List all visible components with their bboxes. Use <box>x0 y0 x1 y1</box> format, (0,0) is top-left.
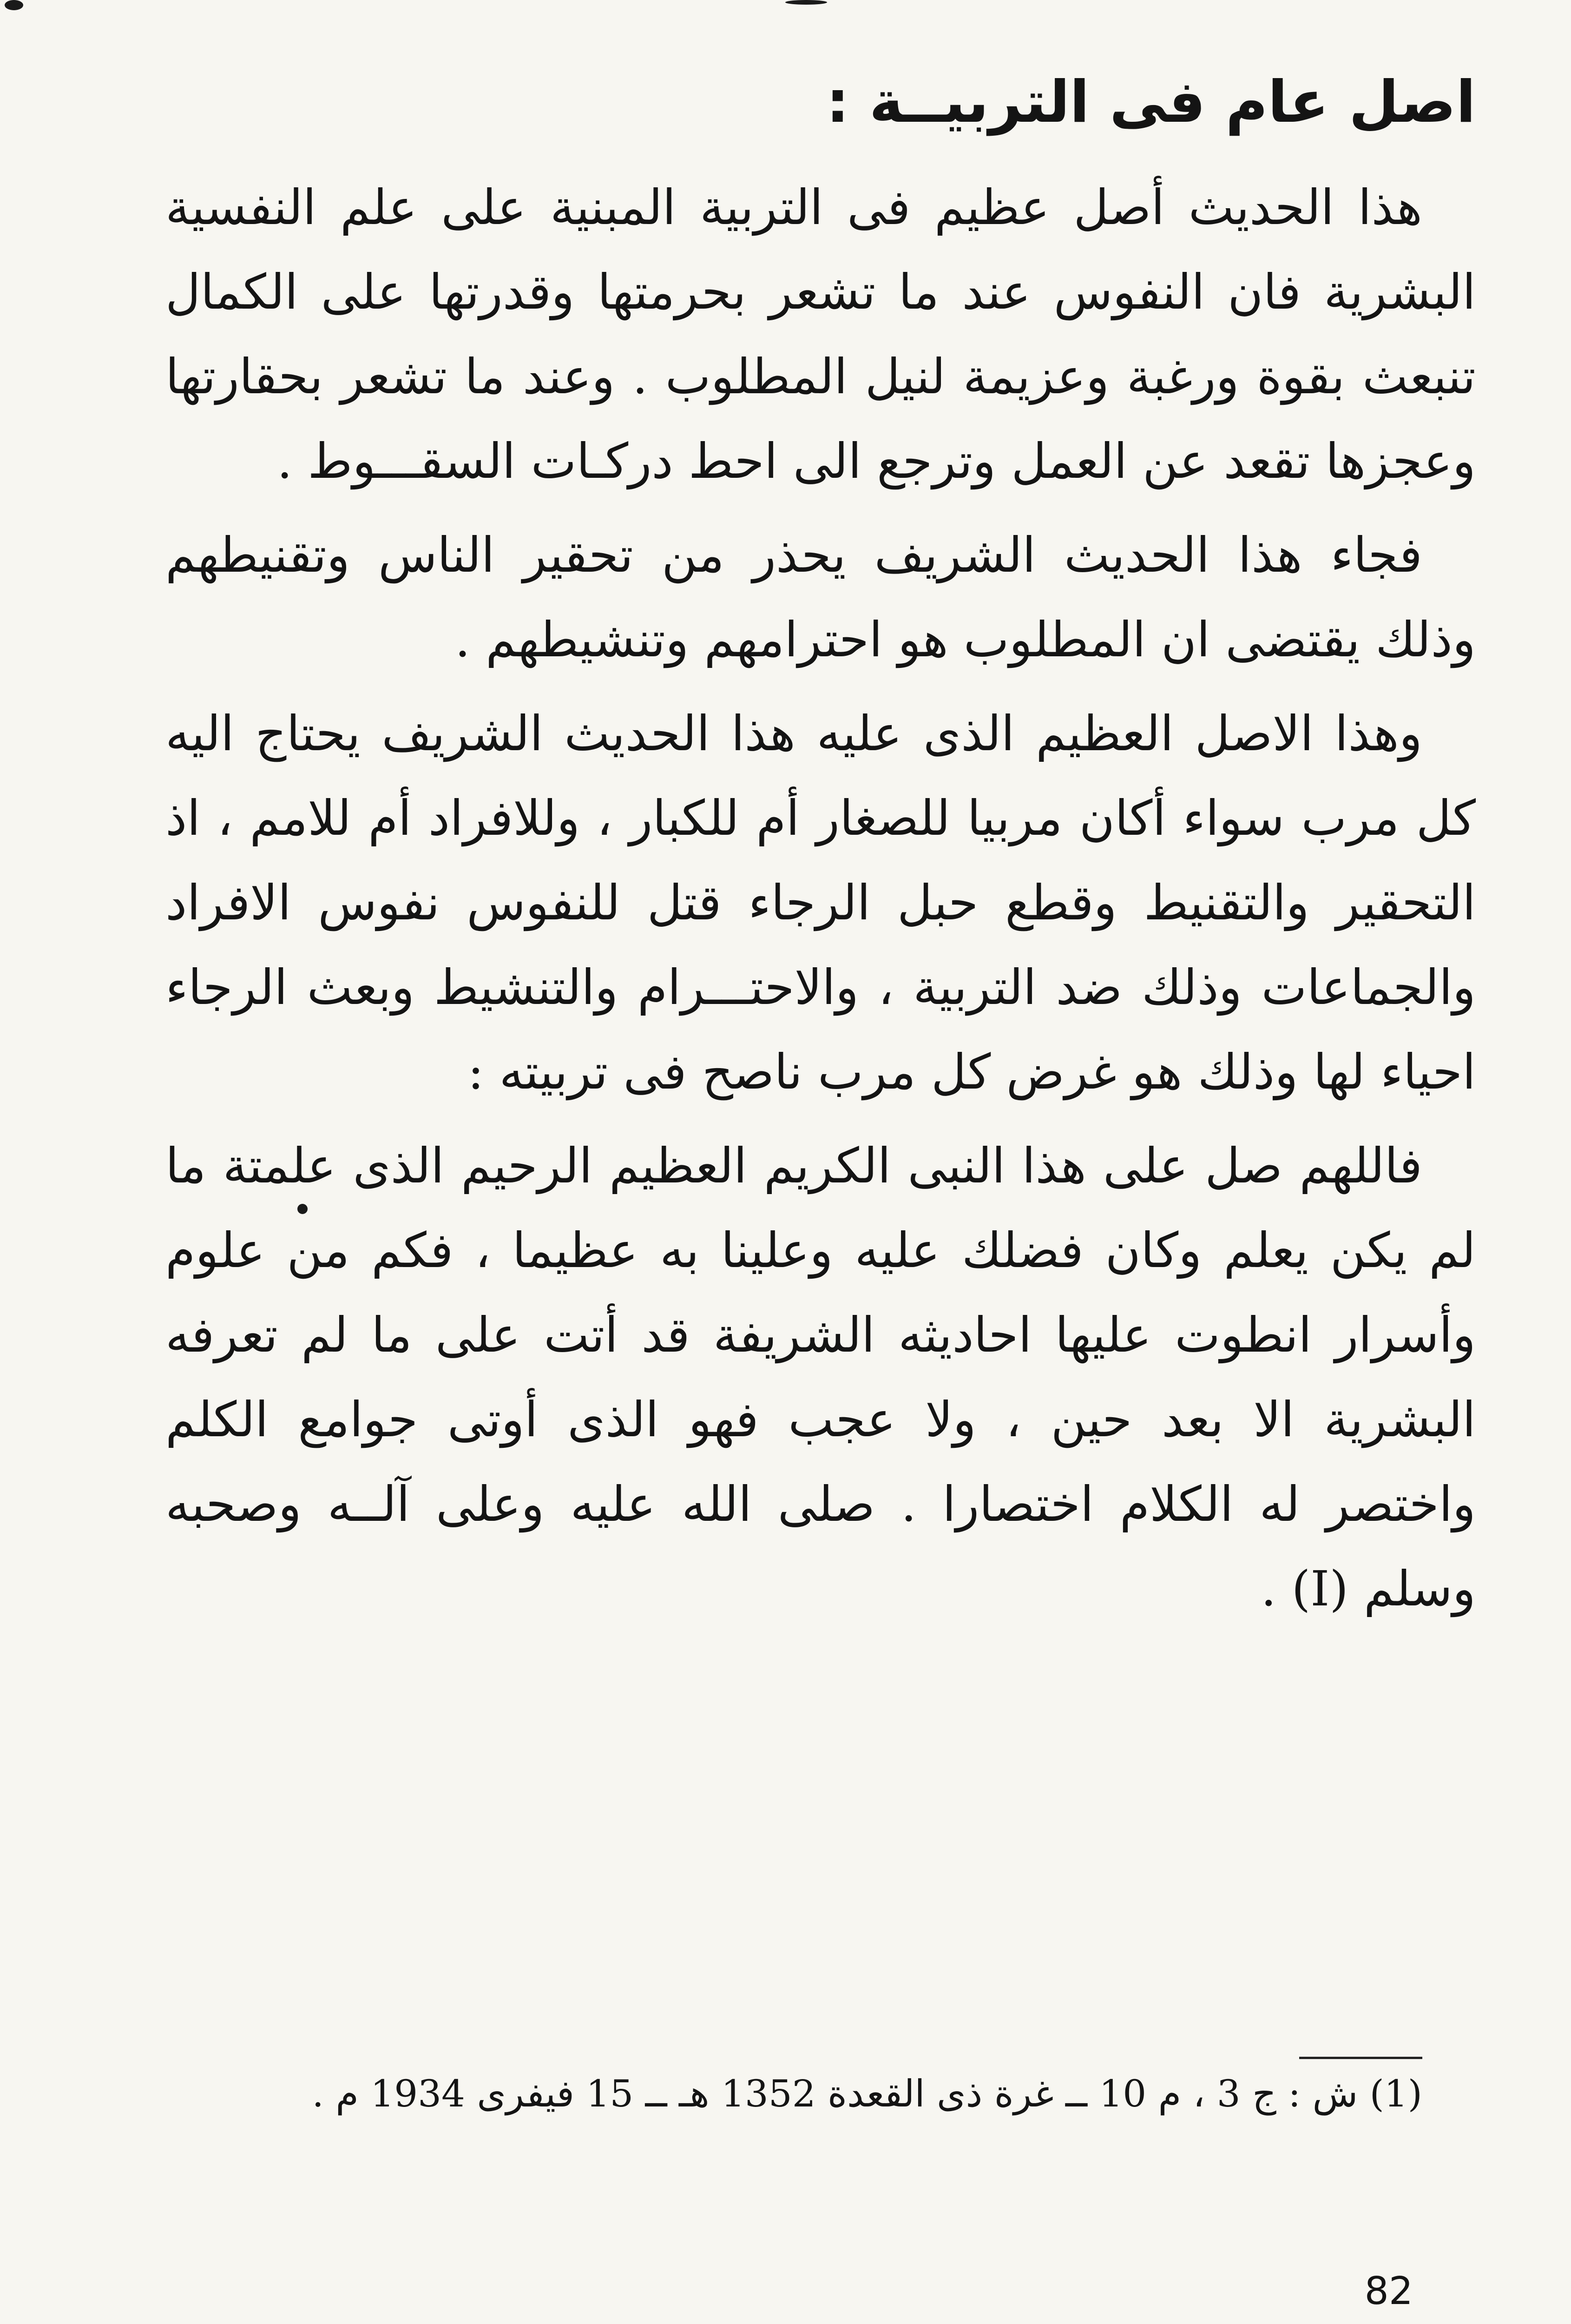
footnote: (1) ش : ج 3 ، م 10 ــ غرة ذى القعدة 1352 هـ ــ 15 فيفرى 1934 م . <box>312 2072 1422 2115</box>
paragraph-3: وهذا الاصل العظيم الذى عليه هذا الحديث الشريف يحتاج اليه كل مرب سواء أكان مربيا للصغار أم للكبار ، وللافراد أم للامم ، اذ التحقير والتقنيط وقطع حبل الرجاء قتل للنفوس نفوس الافراد والجماعات وذلك ضد التربية ، والاحتـــرام والتنشيط وبعث الرجاء احياء لها وذلك هو غرض كل مرب ناصح فى تربيته : <box>165 705 1476 1100</box>
paragraph-1: هذا الحديث أصل عظيم فى التربية المبنية على علم النفسية البشرية فان النفوس عند ما تشعر بحرمتها وقدرتها على الكمال تنبعث بقوة ورغبة وعزيمة لنيل المطلوب . وعند ما تشعر بحقارتها وعجزها تقعد عن العمل وترجع الى احط دركـات السقـــوط . <box>165 179 1476 489</box>
page-number: 82 <box>1364 2269 1413 2313</box>
paragraph-4: فاللهم صل على هذا النبى الكريم العظيم الرحيم الذى علمتة ما لم يكن يعلم وكان فضلك عليه وعلينا به عظيما ، فكم من علوم وأسرار انطوت عليها احاديثه الشريفة قد أتت على ما لم تعرفه البشرية الا بعد حين ، ولا عجب فهو الذى أوتى جوامع الكلم واختصر له الكلام اختصارا . صلى الله عليه وعلى آلــه وصحبه وسلم (I) . <box>165 1137 1476 1617</box>
body-text <box>165 165 1476 1640</box>
footnote-divider <box>1299 2057 1422 2059</box>
scan-speck <box>297 1204 308 1214</box>
section-heading: اصل عام فى التربيــة : <box>826 69 1476 136</box>
scan-speck <box>5 0 23 10</box>
paragraph-2: فجاء هذا الحديث الشريف يحذر من تحقير الناس وتقنيطهم وذلك يقتضى ان المطلوب هو احترامهم وتنشيطهم . <box>165 527 1476 668</box>
scan-speck <box>785 0 827 5</box>
